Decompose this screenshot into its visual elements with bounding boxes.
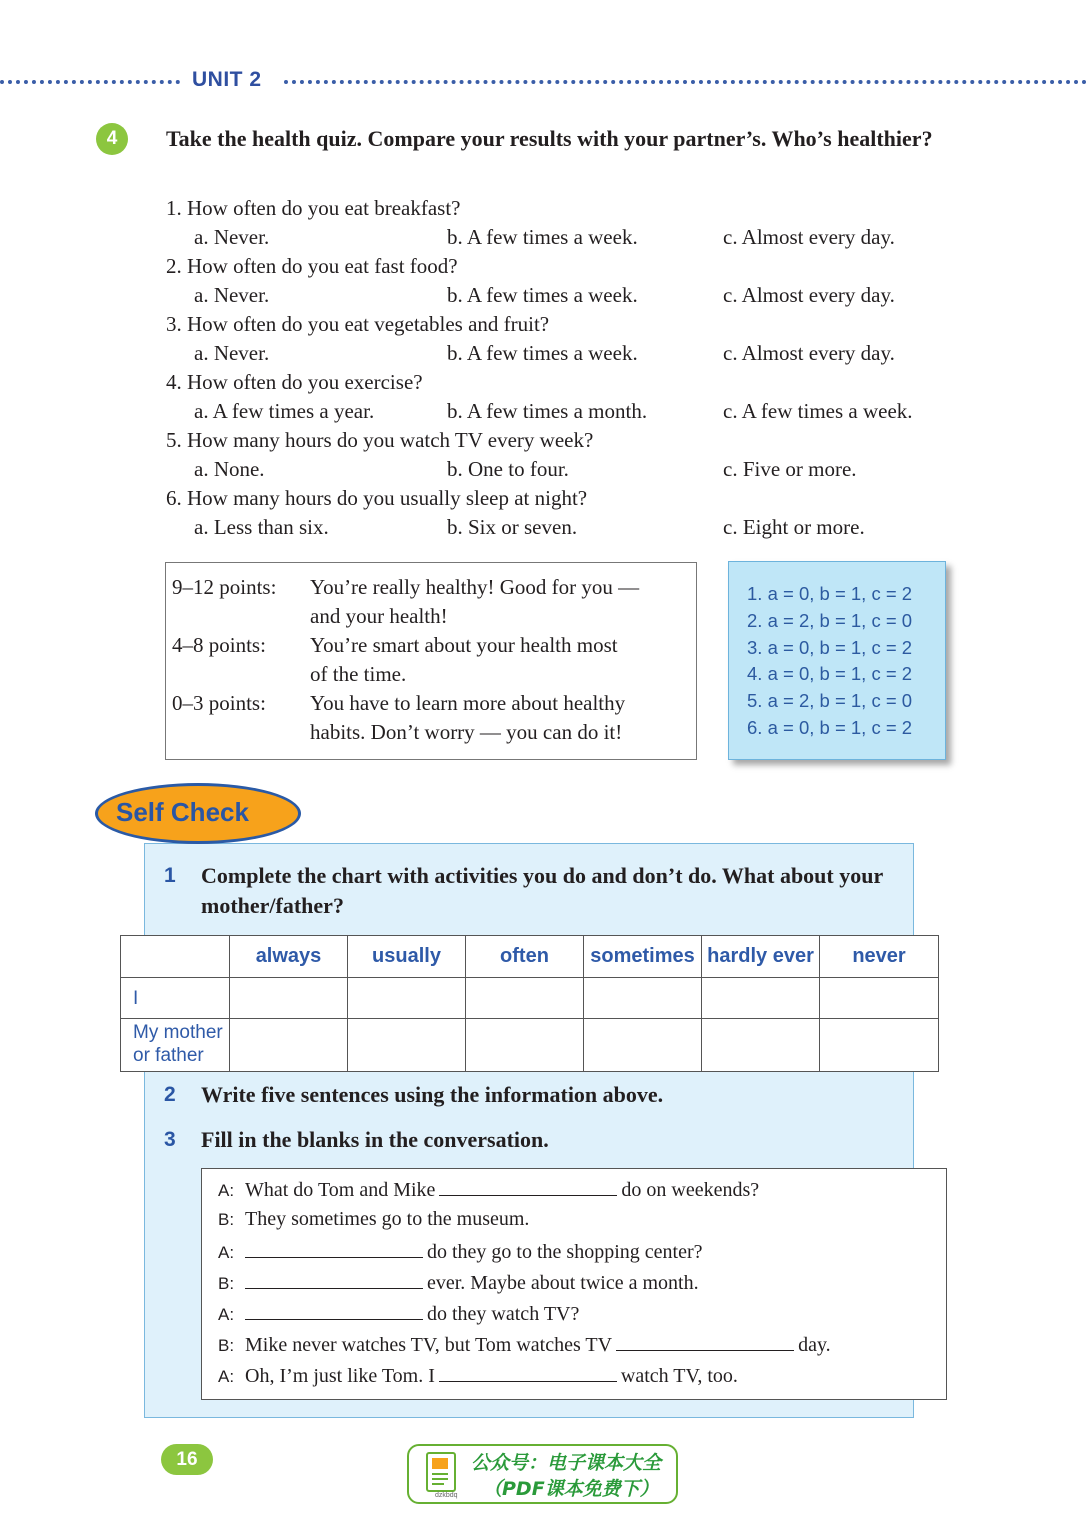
- score-band: [166, 689, 696, 747]
- score-band: [166, 573, 696, 631]
- key-line: 5. a = 2, b = 1, c = 0: [747, 690, 913, 712]
- item-number: 3: [164, 1128, 176, 1151]
- watermark-icon-label: dzkbdq: [435, 1492, 458, 1499]
- item-instruction: Fill in the blanks in the conversation.: [201, 1127, 549, 1152]
- chart-cell[interactable]: [820, 978, 939, 1019]
- item-instruction: Complete the chart with activities you do and don’t do. What about your mother/father?: [201, 863, 883, 918]
- quiz-question: [166, 484, 966, 513]
- unit-label: UNIT 2: [192, 68, 262, 91]
- conversation-line: [218, 1270, 699, 1295]
- option-b: b. A few times a week.: [447, 341, 638, 365]
- option-c: c. Almost every day.: [723, 341, 895, 365]
- line-text: Mike never watches TV, but Tom watches TV: [245, 1334, 613, 1356]
- line-text: do they watch TV?: [427, 1303, 580, 1325]
- line-text: watch TV, too.: [620, 1365, 738, 1387]
- answer-key-box: [728, 561, 946, 760]
- score-text: You’re really healthy! Good for you —: [310, 575, 640, 599]
- speaker-label: A:: [218, 1181, 235, 1200]
- option-a: a. Never.: [194, 341, 270, 365]
- chart-header-row: [121, 936, 939, 978]
- question-text: 5. How many hours do you watch TV every week?: [166, 428, 594, 452]
- chart-cell[interactable]: [584, 978, 702, 1019]
- watermark-line1: 公众号：电子课本大全: [471, 1452, 662, 1474]
- quiz-options: [166, 339, 966, 368]
- option-a: a. None.: [194, 457, 265, 481]
- option-b: b. A few times a week.: [447, 225, 638, 249]
- chart-cell[interactable]: [230, 1019, 348, 1072]
- score-text: You’re smart about your health most: [310, 633, 618, 657]
- line-text: They sometimes go to the museum.: [245, 1208, 530, 1230]
- line-text: do on weekends?: [621, 1179, 760, 1201]
- key-line: 1. a = 0, b = 1, c = 2: [747, 583, 913, 604]
- blank-field[interactable]: [439, 1363, 617, 1382]
- book-icon: [426, 1452, 456, 1492]
- speaker-label: B:: [218, 1336, 235, 1355]
- chart-cell[interactable]: [230, 978, 348, 1019]
- chart-col-header: sometimes: [584, 936, 702, 978]
- quiz-options: [166, 455, 966, 484]
- speaker-label: A:: [218, 1367, 235, 1386]
- activity-instruction: Take the health quiz. Compare your results with your partner’s. Who’s healthier?: [166, 126, 933, 151]
- option-a: a. Less than six.: [194, 515, 329, 539]
- key-line: 3. a = 0, b = 1, c = 2: [747, 636, 913, 658]
- quiz-question: [166, 194, 966, 223]
- chart-cell[interactable]: [348, 978, 466, 1019]
- line-text: Oh, I’m just like Tom. I: [245, 1365, 435, 1387]
- speaker-label: A:: [218, 1243, 235, 1262]
- conversation-line: [218, 1301, 579, 1326]
- speaker-label: B:: [218, 1274, 235, 1293]
- option-c: c. Eight or more.: [723, 515, 865, 539]
- option-b: b. One to four.: [447, 457, 569, 481]
- option-c: c. Almost every day.: [723, 283, 895, 307]
- conversation-line: [218, 1363, 738, 1388]
- chart-row-label: I: [121, 978, 230, 1019]
- conversation-line: [218, 1332, 831, 1357]
- watermark-badge: [407, 1444, 678, 1504]
- chart-col-header: hardly ever: [702, 936, 820, 978]
- option-a: a. Never.: [194, 225, 270, 249]
- chart-row-label: [121, 1019, 230, 1072]
- chart-cell[interactable]: [702, 978, 820, 1019]
- score-text: habits. Don’t worry — you can do it!: [310, 720, 623, 744]
- frequency-chart: [120, 935, 939, 1072]
- question-text: 6. How many hours do you usually sleep at night?: [166, 486, 588, 510]
- option-c: c. Five or more.: [723, 457, 857, 481]
- chart-cell[interactable]: [702, 1019, 820, 1072]
- quiz-options: [166, 223, 966, 252]
- line-text: ever. Maybe about twice a month.: [427, 1272, 699, 1294]
- quiz-options: [166, 397, 966, 426]
- option-c: c. A few times a week.: [723, 399, 913, 423]
- quiz-options: [166, 513, 966, 542]
- quiz-options: [166, 281, 966, 310]
- health-quiz: [166, 194, 966, 542]
- option-b: b. A few times a month.: [447, 399, 648, 423]
- question-text: 4. How often do you exercise?: [166, 370, 423, 394]
- question-text: 3. How often do you eat vegetables and fruit?: [166, 312, 550, 336]
- quiz-question: [166, 426, 966, 455]
- option-c: c. Almost every day.: [723, 225, 895, 249]
- self-check-title: Self Check: [116, 797, 249, 827]
- quiz-question: [166, 368, 966, 397]
- score-points: 4–8 points:: [172, 633, 266, 657]
- item-instruction: Write five sentences using the information above.: [201, 1082, 664, 1107]
- scoring-box: [165, 562, 697, 760]
- score-text: and your health!: [310, 604, 448, 628]
- option-a: a. A few times a year.: [194, 399, 375, 423]
- header-dots-right: [284, 80, 1087, 88]
- line-text: What do Tom and Mike: [245, 1179, 436, 1201]
- chart-col-header: never: [820, 936, 939, 978]
- conversation-box: [201, 1168, 947, 1400]
- item-number: 1: [164, 864, 176, 887]
- score-text: You have to learn more about healthy: [310, 691, 626, 715]
- chart-cell[interactable]: [584, 1019, 702, 1072]
- chart-row: [121, 978, 939, 1019]
- line-text: day.: [798, 1334, 831, 1356]
- score-text: of the time.: [310, 662, 407, 686]
- chart-cell[interactable]: [466, 1019, 584, 1072]
- chart-col-header: always: [230, 936, 348, 978]
- speaker-label: B:: [218, 1210, 235, 1229]
- blank-field[interactable]: [616, 1332, 794, 1351]
- page-number: 16: [161, 1444, 213, 1475]
- row-label-line: My mother: [133, 1022, 223, 1043]
- conversation-line: [218, 1239, 703, 1264]
- key-line: 2. a = 2, b = 1, c = 0: [747, 609, 913, 631]
- activity-number: 4: [96, 123, 128, 155]
- item-number: 2: [164, 1083, 176, 1106]
- option-b: b. A few times a week.: [447, 283, 638, 307]
- chart-col-header: usually: [348, 936, 466, 978]
- header-dots-left: [0, 80, 180, 88]
- quiz-question: [166, 252, 966, 281]
- chart-cell[interactable]: [466, 978, 584, 1019]
- book-icon-graphic: [428, 1454, 454, 1490]
- blank-field[interactable]: [439, 1177, 617, 1196]
- blank-field[interactable]: [245, 1270, 423, 1289]
- chart-cell[interactable]: [820, 1019, 939, 1072]
- option-b: b. Six or seven.: [447, 515, 578, 539]
- blank-field[interactable]: [245, 1239, 423, 1258]
- chart-row: [121, 1019, 939, 1072]
- question-text: 1. How often do you eat breakfast?: [166, 196, 461, 220]
- key-line: 6. a = 0, b = 1, c = 2: [747, 716, 913, 738]
- option-a: a. Never.: [194, 283, 270, 307]
- watermark-line2: （PDF课本免费下）: [483, 1478, 659, 1500]
- chart-col-header: often: [466, 936, 584, 978]
- question-text: 2. How often do you eat fast food?: [166, 254, 458, 278]
- conversation-line: [218, 1177, 759, 1202]
- key-line: 4. a = 0, b = 1, c = 2: [747, 663, 913, 685]
- blank-field[interactable]: [245, 1301, 423, 1320]
- line-text: do they go to the shopping center?: [427, 1241, 703, 1263]
- row-label-line: or father: [133, 1045, 204, 1066]
- chart-cell[interactable]: [348, 1019, 466, 1072]
- score-band: [166, 631, 696, 689]
- quiz-question: [166, 310, 966, 339]
- score-points: 9–12 points:: [172, 575, 277, 599]
- speaker-label: A:: [218, 1305, 235, 1324]
- conversation-line: [218, 1208, 529, 1231]
- chart-corner-cell: [121, 936, 230, 978]
- score-points: 0–3 points:: [172, 691, 266, 715]
